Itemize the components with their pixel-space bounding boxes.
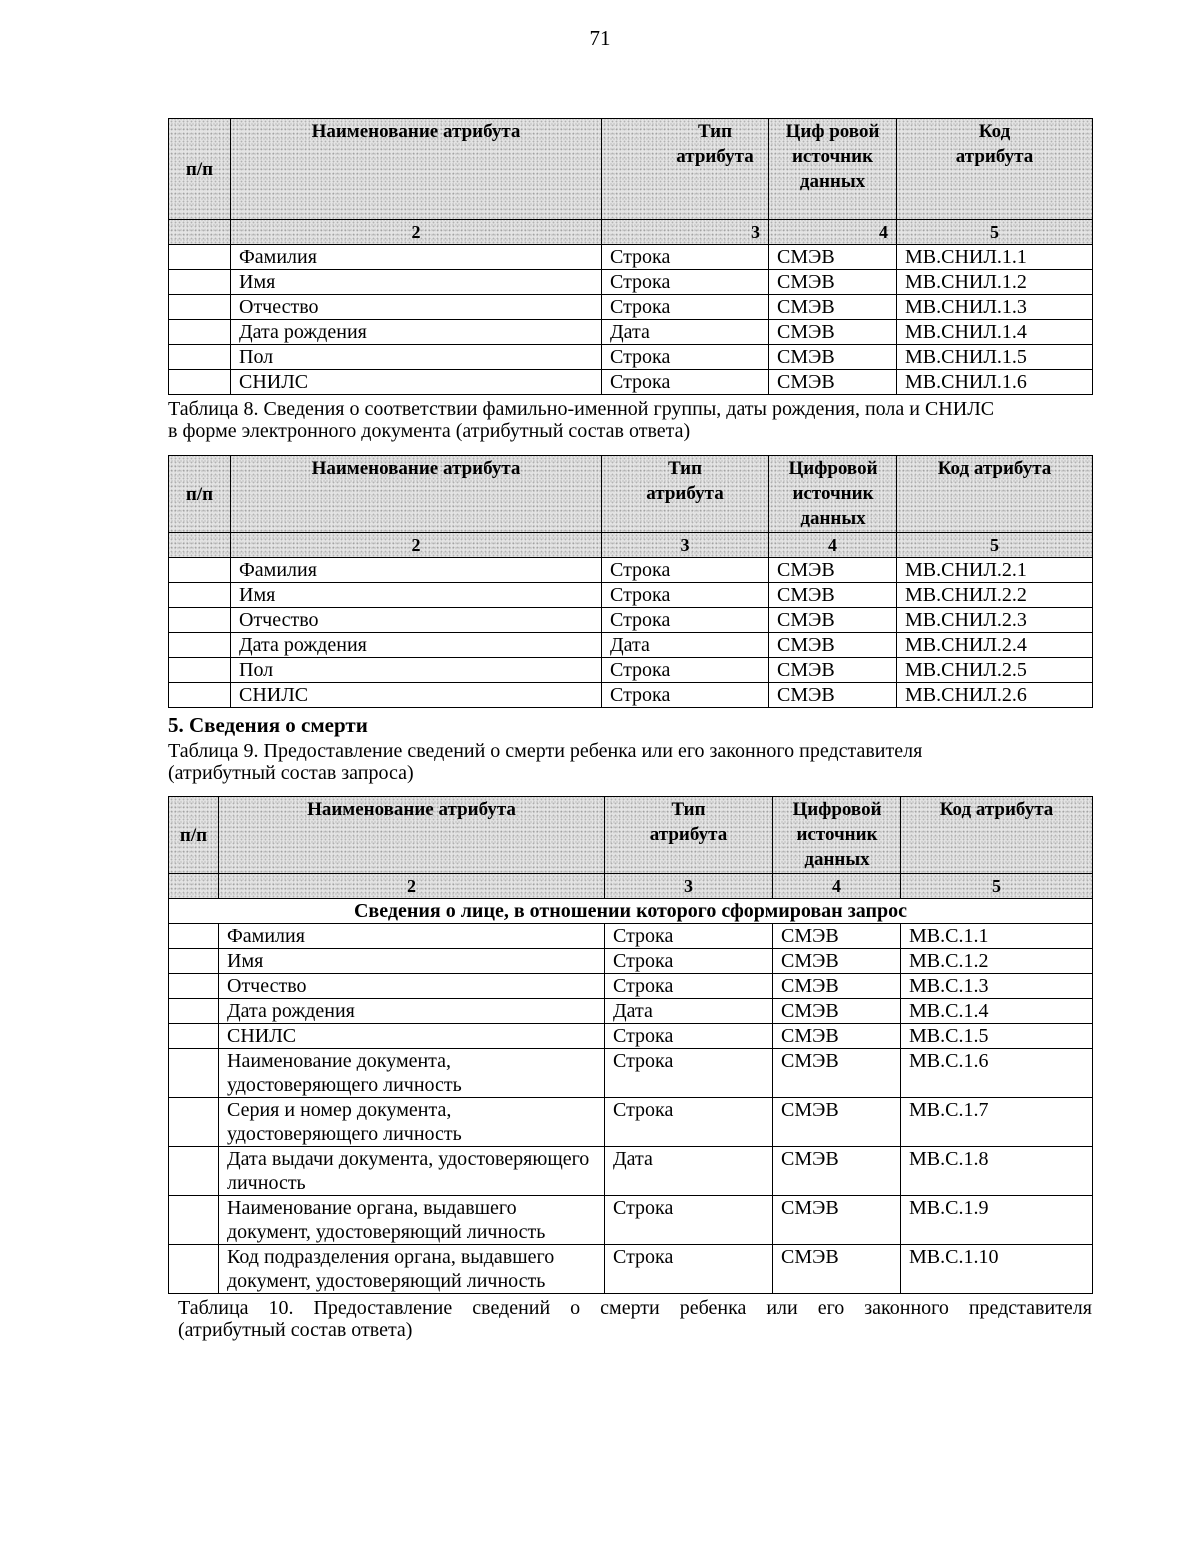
cell-pp xyxy=(169,583,231,608)
section-row-label: Сведения о лице, в отношении которого сформирован запрос xyxy=(169,899,1093,924)
cell-type: Строка xyxy=(605,1024,773,1049)
cell-source: СМЭВ xyxy=(773,1245,901,1294)
cell-pp xyxy=(169,558,231,583)
cell-name: Фамилия xyxy=(231,245,602,270)
header-name: Наименование атрибута xyxy=(231,456,602,533)
table-row xyxy=(169,1196,1093,1245)
header-pp: п/п xyxy=(169,456,231,533)
cell-type: Строка xyxy=(602,295,769,320)
table-header-row xyxy=(169,456,1093,533)
cell-code: МВ.С.1.9 xyxy=(901,1196,1093,1245)
cell-code: МВ.С.1.2 xyxy=(901,949,1093,974)
cell-name: Отчество xyxy=(219,974,605,999)
header-source: Цифровой источник данных xyxy=(769,456,897,533)
cell-name: Серия и номер документа, удостоверяющего личность xyxy=(219,1098,605,1147)
table-section-row xyxy=(169,899,1093,924)
cell-code: МВ.СНИЛ.1.5 xyxy=(897,345,1093,370)
cell-pp xyxy=(169,320,231,345)
cell-pp xyxy=(169,949,219,974)
cell-code: МВ.СНИЛ.2.6 xyxy=(897,683,1093,708)
header-code: Код атрибута xyxy=(897,456,1093,533)
cell-type: Дата xyxy=(602,633,769,658)
cell-pp xyxy=(169,1098,219,1147)
cell-type: Строка xyxy=(602,370,769,395)
cell-pp xyxy=(169,245,231,270)
cell-source: СМЭВ xyxy=(773,1147,901,1196)
cell-name: Дата выдачи документа, удостоверяющего личность xyxy=(219,1147,605,1196)
cell-code: МВ.С.1.1 xyxy=(901,924,1093,949)
table-8-block xyxy=(168,455,1092,784)
cell-name: СНИЛС xyxy=(219,1024,605,1049)
cell-source: СМЭВ xyxy=(769,658,897,683)
cell-code: МВ.СНИЛ.1.3 xyxy=(897,295,1093,320)
header-num-1 xyxy=(169,220,231,245)
cell-source: СМЭВ xyxy=(769,370,897,395)
table-row xyxy=(169,1147,1093,1196)
cell-code: МВ.С.1.7 xyxy=(901,1098,1093,1147)
cell-pp xyxy=(169,1049,219,1098)
table-7-block xyxy=(168,118,1092,442)
cell-type: Дата xyxy=(605,999,773,1024)
cell-pp xyxy=(169,1147,219,1196)
cell-pp xyxy=(169,633,231,658)
cell-name: Пол xyxy=(231,345,602,370)
cell-pp xyxy=(169,295,231,320)
cell-name: Дата рождения xyxy=(231,633,602,658)
cell-name: Отчество xyxy=(231,608,602,633)
header-num-1 xyxy=(169,874,219,899)
cell-source: СМЭВ xyxy=(773,1024,901,1049)
cell-source: СМЭВ xyxy=(769,320,897,345)
cell-code: МВ.С.1.5 xyxy=(901,1024,1093,1049)
header-num-5: 5 xyxy=(897,533,1093,558)
cell-name: Имя xyxy=(231,270,602,295)
table-row xyxy=(169,245,1093,270)
header-num-3: 3 xyxy=(605,874,773,899)
cell-pp xyxy=(169,1024,219,1049)
cell-name: Код подразделения органа, выдавшего документ, удостоверяющий личность xyxy=(219,1245,605,1294)
header-name: Наименование атрибута xyxy=(231,119,602,220)
cell-pp xyxy=(169,974,219,999)
cell-name: СНИЛС xyxy=(231,683,602,708)
table-number-row xyxy=(169,533,1093,558)
table-row xyxy=(169,295,1093,320)
cell-source: СМЭВ xyxy=(769,558,897,583)
cell-name: Фамилия xyxy=(231,558,602,583)
cell-pp xyxy=(169,345,231,370)
cell-source: СМЭВ xyxy=(769,295,897,320)
header-name: Наименование атрибута xyxy=(219,797,605,874)
table-row xyxy=(169,924,1093,949)
cell-source: СМЭВ xyxy=(773,1098,901,1147)
table-8 xyxy=(168,455,1093,708)
table-9-block xyxy=(168,796,1092,1341)
cell-source: СМЭВ xyxy=(773,949,901,974)
header-code: Код атрибута xyxy=(897,119,1093,220)
header-num-1 xyxy=(169,533,231,558)
cell-pp xyxy=(169,999,219,1024)
table-number-row xyxy=(169,874,1093,899)
table-header-row xyxy=(169,797,1093,874)
cell-name: Дата рождения xyxy=(219,999,605,1024)
table-8-caption-line1: Таблица 8. Сведения о соответствии фамильно-именной группы, даты рождения, пола и СНИЛС xyxy=(168,398,995,420)
cell-type: Строка xyxy=(605,974,773,999)
cell-type: Строка xyxy=(602,658,769,683)
cell-code: МВ.С.1.8 xyxy=(901,1147,1093,1196)
header-num-3: 3 xyxy=(602,220,769,245)
header-num-2: 2 xyxy=(219,874,605,899)
cell-pp xyxy=(169,608,231,633)
table-row xyxy=(169,270,1093,295)
cell-type: Строка xyxy=(605,1049,773,1098)
table-row xyxy=(169,683,1093,708)
table-row xyxy=(169,949,1093,974)
header-num-4: 4 xyxy=(773,874,901,899)
cell-name: Фамилия xyxy=(219,924,605,949)
cell-source: СМЭВ xyxy=(769,683,897,708)
cell-code: МВ.СНИЛ.2.4 xyxy=(897,633,1093,658)
cell-source: СМЭВ xyxy=(769,245,897,270)
header-type: Тип атрибута xyxy=(605,797,773,874)
cell-pp xyxy=(169,924,219,949)
cell-name: Наименование органа, выдавшего документ, удостоверяющий личность xyxy=(219,1196,605,1245)
cell-name: Наименование документа, удостоверяющего личность xyxy=(219,1049,605,1098)
cell-source: СМЭВ xyxy=(773,924,901,949)
header-num-3: 3 xyxy=(602,533,769,558)
cell-name: СНИЛС xyxy=(231,370,602,395)
header-num-4: 4 xyxy=(769,220,897,245)
cell-type: Строка xyxy=(602,608,769,633)
page-number: 71 xyxy=(589,26,611,50)
header-num-4: 4 xyxy=(769,533,897,558)
table-row xyxy=(169,1098,1093,1147)
cell-name: Пол xyxy=(231,658,602,683)
cell-code: МВ.С.1.3 xyxy=(901,974,1093,999)
header-pp: п/п xyxy=(169,119,231,220)
table-row xyxy=(169,1049,1093,1098)
cell-type: Строка xyxy=(605,924,773,949)
cell-pp xyxy=(169,683,231,708)
cell-type: Строка xyxy=(602,683,769,708)
cell-name: Дата рождения xyxy=(231,320,602,345)
cell-code: МВ.С.1.6 xyxy=(901,1049,1093,1098)
cell-type: Строка xyxy=(602,558,769,583)
cell-code: МВ.СНИЛ.1.4 xyxy=(897,320,1093,345)
header-code: Код атрибута xyxy=(901,797,1093,874)
cell-type: Строка xyxy=(602,270,769,295)
cell-pp xyxy=(169,270,231,295)
cell-source: СМЭВ xyxy=(773,1049,901,1098)
table-row xyxy=(169,558,1093,583)
cell-code: МВ.СНИЛ.2.5 xyxy=(897,658,1093,683)
cell-source: СМЭВ xyxy=(773,974,901,999)
cell-code: МВ.СНИЛ.1.1 xyxy=(897,245,1093,270)
cell-source: СМЭВ xyxy=(773,1196,901,1245)
table-row xyxy=(169,1024,1093,1049)
table-8-caption-line2: в форме электронного документа (атрибутный состав ответа) xyxy=(168,420,691,442)
table-9-caption-line2: (атрибутный состав запроса) xyxy=(168,762,414,784)
cell-name: Отчество xyxy=(231,295,602,320)
table-header-row xyxy=(169,119,1093,220)
cell-pp xyxy=(169,1196,219,1245)
cell-source: СМЭВ xyxy=(769,583,897,608)
cell-code: МВ.СНИЛ.1.2 xyxy=(897,270,1093,295)
table-row xyxy=(169,608,1093,633)
cell-code: МВ.СНИЛ.1.6 xyxy=(897,370,1093,395)
header-type: Тип атрибута xyxy=(602,119,769,220)
cell-code: МВ.С.1.10 xyxy=(901,1245,1093,1294)
table-row xyxy=(169,1245,1093,1294)
cell-type: Строка xyxy=(605,1098,773,1147)
cell-pp xyxy=(169,1245,219,1294)
table-9 xyxy=(168,796,1093,1294)
table-row xyxy=(169,320,1093,345)
cell-type: Строка xyxy=(605,949,773,974)
cell-code: МВ.СНИЛ.2.1 xyxy=(897,558,1093,583)
cell-code: МВ.С.1.4 xyxy=(901,999,1093,1024)
table-number-row xyxy=(169,220,1093,245)
table-9-caption-line1: Таблица 9. Предоставление сведений о смерти ребенка или его законного представителя xyxy=(168,740,923,762)
header-pp: п/п xyxy=(169,797,219,874)
cell-pp xyxy=(169,370,231,395)
cell-pp xyxy=(169,658,231,683)
cell-type: Строка xyxy=(602,245,769,270)
table-row xyxy=(169,345,1093,370)
table-row xyxy=(169,658,1093,683)
header-num-5: 5 xyxy=(897,220,1093,245)
table-7 xyxy=(168,118,1093,395)
cell-source: СМЭВ xyxy=(769,345,897,370)
cell-type: Дата xyxy=(605,1147,773,1196)
table-10-caption-line1: Таблица 10. Предоставление сведений о смерти ребенка или его законного представителя xyxy=(178,1297,1092,1319)
table-row xyxy=(169,583,1093,608)
cell-type: Строка xyxy=(605,1196,773,1245)
cell-source: СМЭВ xyxy=(769,608,897,633)
cell-source: СМЭВ xyxy=(769,633,897,658)
cell-name: Имя xyxy=(231,583,602,608)
table-row xyxy=(169,370,1093,395)
cell-type: Строка xyxy=(602,583,769,608)
header-num-2: 2 xyxy=(231,533,602,558)
cell-code: МВ.СНИЛ.2.3 xyxy=(897,608,1093,633)
cell-type: Дата xyxy=(602,320,769,345)
cell-source: СМЭВ xyxy=(769,270,897,295)
cell-code: МВ.СНИЛ.2.2 xyxy=(897,583,1093,608)
cell-type: Строка xyxy=(605,1245,773,1294)
cell-source: СМЭВ xyxy=(773,999,901,1024)
section-5-heading: 5. Сведения о смерти xyxy=(168,713,368,737)
table-row xyxy=(169,974,1093,999)
header-source: Цифровой источник данных xyxy=(773,797,901,874)
cell-name: Имя xyxy=(219,949,605,974)
header-num-5: 5 xyxy=(901,874,1093,899)
header-type: Тип атрибута xyxy=(602,456,769,533)
table-row xyxy=(169,633,1093,658)
table-row xyxy=(169,999,1093,1024)
cell-type: Строка xyxy=(602,345,769,370)
header-source: Циф ровой источник данных xyxy=(769,119,897,220)
header-num-2: 2 xyxy=(231,220,602,245)
table-10-caption-line2: (атрибутный состав ответа) xyxy=(178,1319,413,1341)
